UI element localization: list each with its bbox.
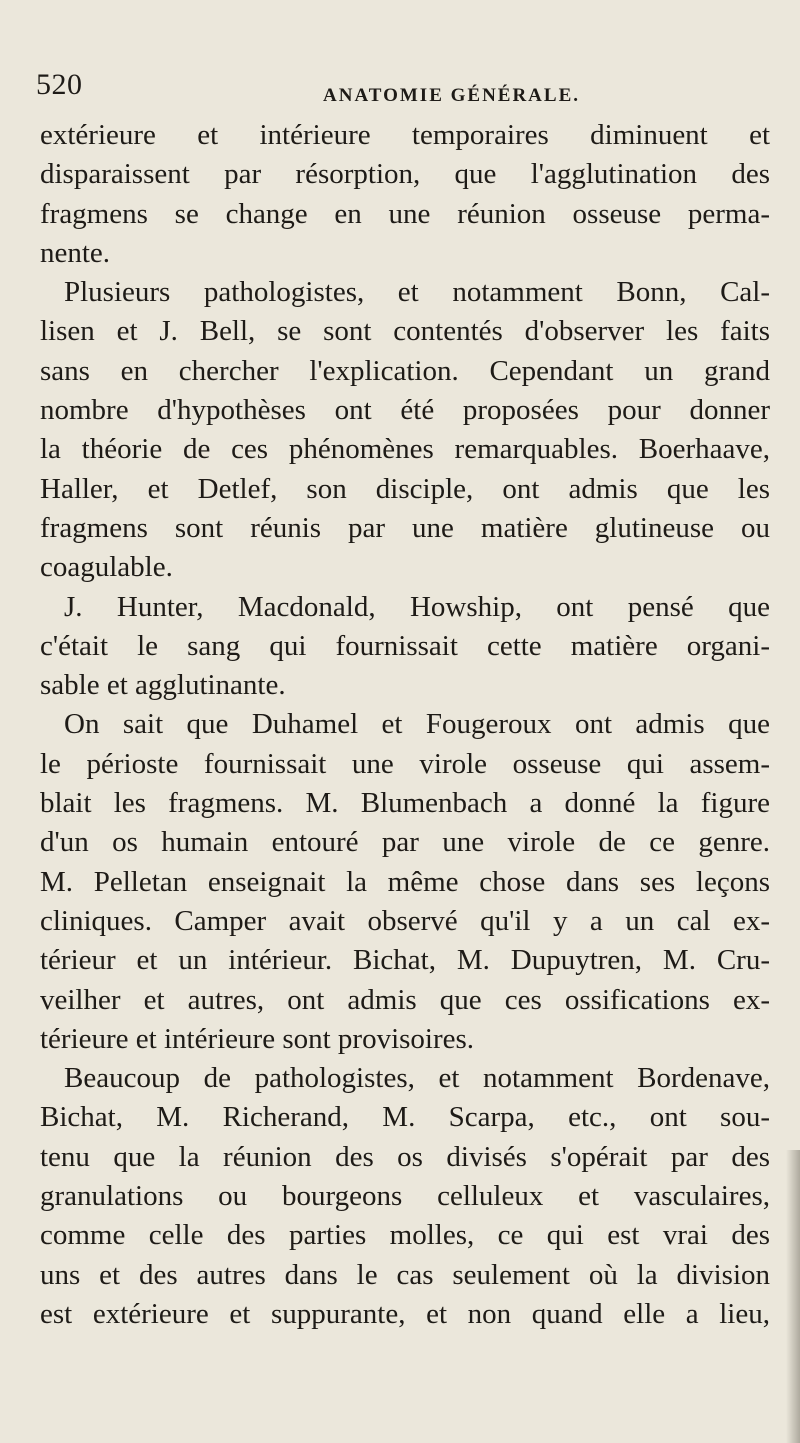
text-line: On sait que Duhamel et Fougeroux ont admis que <box>64 708 770 741</box>
text-line: térieure et intérieure sont provisoires. <box>40 1022 475 1055</box>
page-edge-shadow <box>786 1150 800 1443</box>
text-line: fragmens se change en une réunion osseuse perma- <box>40 197 770 230</box>
text-line: Plusieurs pathologistes, et notamment Bonn, Cal- <box>64 276 770 309</box>
text-line: Beaucoup de pathologistes, et notamment Bordenave, <box>64 1062 770 1095</box>
text-line: c'était le sang qui fournissait cette matière organi- <box>40 629 770 662</box>
text-line: lisen et J. Bell, se sont contentés d'observer les faits <box>40 315 770 348</box>
text-line: d'un os humain entouré par une virole de ce genre. <box>40 826 770 859</box>
text-line: uns et des autres dans le cas seulement où la division <box>40 1258 770 1291</box>
text-line: coagulable. <box>40 551 173 584</box>
text-line: disparaissent par résorption, que l'agglutination des <box>40 158 770 191</box>
page-number: 520 <box>36 68 83 101</box>
text-line: la théorie de ces phénomènes remarquables. Boerhaave, <box>40 433 770 466</box>
text-line: tenu que la réunion des os divisés s'opérait par des <box>40 1140 770 1173</box>
body-text <box>40 116 770 1334</box>
text-line: sable et agglutinante. <box>40 669 286 702</box>
text-line: veilher et autres, ont admis que ces ossifications ex- <box>40 983 770 1016</box>
text-line: extérieure et intérieure temporaires diminuent et <box>40 119 770 151</box>
text-line: comme celle des parties molles, ce qui est vrai des <box>40 1219 770 1252</box>
running-head: ANATOMIE GÉNÉRALE. <box>323 85 580 106</box>
text-line: le périoste fournissait une virole osseuse qui assem- <box>40 747 770 780</box>
text-line: M. Pelletan enseignait la même chose dans ses leçons <box>40 865 770 898</box>
text-line: nombre d'hypothèses ont été proposées pour donner <box>40 394 770 427</box>
text-line: sans en chercher l'explication. Cependant un grand <box>40 354 770 387</box>
text-line: granulations ou bourgeons celluleux et vasculaires, <box>40 1180 770 1213</box>
text-line: est extérieure et suppurante, et non quand elle a lieu, <box>40 1297 770 1330</box>
text-line: térieur et un intérieur. Bichat, M. Dupuytren, M. Cru- <box>40 944 770 977</box>
text-line: blait les fragmens. M. Blumenbach a donné la figure <box>40 787 770 820</box>
text-line: nente. <box>40 236 111 269</box>
text-line: fragmens sont réunis par une matière glutineuse ou <box>40 511 770 544</box>
text-line: cliniques. Camper avait observé qu'il y a un cal ex- <box>40 904 770 937</box>
text-line: Haller, et Detlef, son disciple, ont admis que les <box>40 472 770 505</box>
text-line: J. Hunter, Macdonald, Howship, ont pensé que <box>64 590 770 623</box>
text-line: Bichat, M. Richerand, M. Scarpa, etc., ont sou- <box>40 1101 770 1134</box>
